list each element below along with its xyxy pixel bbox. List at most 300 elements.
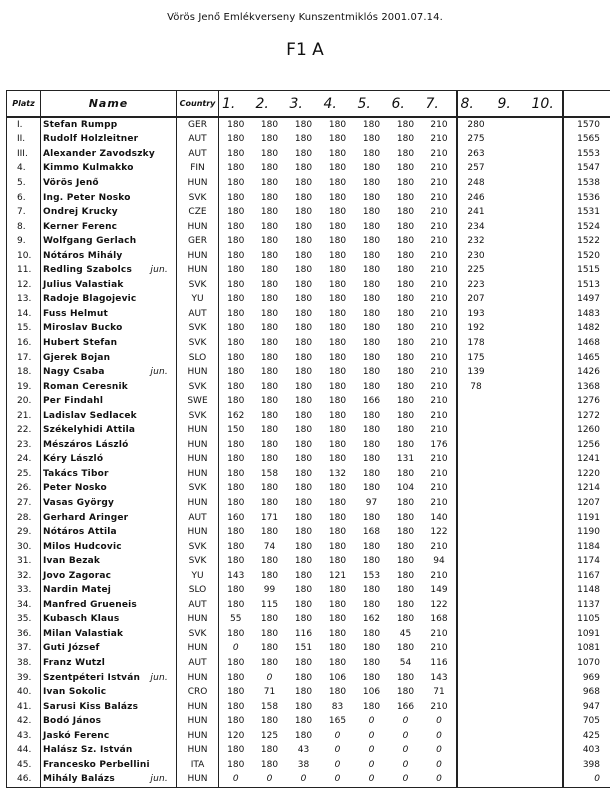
round-8-cell: 246	[467, 192, 485, 203]
round-4-cell: 180	[328, 134, 347, 145]
round-7-cell: 210	[423, 380, 457, 395]
round-10-cell	[529, 627, 563, 642]
name-cell	[41, 380, 177, 395]
place-cell: 26.	[7, 482, 41, 497]
round-3-cell: 180	[294, 367, 313, 378]
round-10-cell	[529, 714, 563, 729]
country-cell: GER	[177, 117, 219, 133]
round-8-cell: 232	[467, 236, 485, 247]
name-cell	[41, 438, 177, 453]
round-5-cell: 180	[362, 236, 381, 247]
country-cell: HUN	[177, 773, 219, 788]
round-4-cell: 180	[328, 265, 347, 276]
round-7-cell: 210	[423, 249, 457, 264]
round-10-cell	[529, 438, 563, 453]
round-8-cell: 193	[467, 308, 485, 319]
round-6-cell: 180	[396, 396, 415, 407]
round-5-cell: 180	[362, 250, 381, 261]
name-cell	[41, 278, 177, 293]
country-cell: HUN	[177, 438, 219, 453]
round-5-cell: 180	[362, 367, 381, 378]
round-8-cell: 241	[467, 207, 485, 218]
round-9-cell	[495, 685, 529, 700]
round-2-cell: 180	[260, 570, 279, 581]
round-3-cell: 180	[294, 294, 313, 305]
round-9-cell	[495, 554, 529, 569]
round-1-cell: 180	[227, 672, 245, 683]
place-cell: 45.	[7, 758, 41, 773]
place-cell: 20.	[7, 394, 41, 409]
round-8-cell	[457, 569, 495, 584]
table-row	[7, 685, 610, 700]
round-7-cell: 210	[423, 700, 457, 715]
round-3-cell: 180	[294, 207, 313, 218]
round-8-cell	[457, 554, 495, 569]
round-10-cell	[529, 540, 563, 555]
round-5-cell: 0	[368, 745, 375, 756]
total-cell: 1426	[563, 365, 610, 380]
round-8-cell	[457, 758, 495, 773]
competitor-name: Halász Sz. István	[43, 745, 133, 756]
round-4-cell: 180	[328, 279, 347, 290]
name-cell	[41, 482, 177, 497]
round-1-cell: 180	[227, 599, 245, 610]
round-2-cell: 180	[260, 745, 279, 756]
header-round-8: 8.	[457, 91, 495, 118]
round-2-cell: 180	[260, 716, 279, 727]
round-6-cell: 180	[396, 497, 415, 508]
round-5-cell: 180	[362, 177, 381, 188]
round-6-cell: 180	[396, 643, 415, 654]
round-9-cell	[495, 205, 529, 220]
round-5-cell: 180	[362, 410, 381, 421]
round-4-cell: 180	[328, 425, 347, 436]
round-4-cell: 132	[328, 468, 347, 479]
round-5-cell: 180	[362, 454, 381, 465]
round-3-cell: 180	[294, 308, 313, 319]
round-6-cell: 180	[396, 323, 415, 334]
round-6-cell: 104	[396, 483, 415, 494]
round-3-cell: 180	[294, 687, 313, 698]
round-7-cell: 210	[423, 322, 457, 337]
round-2-cell: 180	[260, 352, 279, 363]
round-7-cell: 210	[423, 133, 457, 148]
country-cell: SVK	[177, 627, 219, 642]
round-10-cell	[529, 322, 563, 337]
round-2-cell: 158	[260, 701, 279, 712]
table-row	[7, 744, 610, 759]
round-8-cell	[457, 496, 495, 511]
header-round-6: 6.	[389, 91, 423, 118]
total-cell: 1184	[563, 540, 610, 555]
total-cell: 1483	[563, 307, 610, 322]
round-3-cell: 180	[294, 672, 313, 683]
round-5-cell: 180	[362, 221, 381, 232]
round-2-cell: 180	[260, 628, 279, 639]
table-row	[7, 176, 610, 191]
competitor-name: Kubasch Klaus	[43, 614, 120, 625]
round-7-cell: 210	[423, 336, 457, 351]
round-4-cell: 180	[328, 541, 347, 552]
round-1-cell: 120	[227, 730, 245, 741]
round-2-cell: 180	[260, 163, 279, 174]
round-3-cell: 180	[294, 570, 313, 581]
round-2-cell: 125	[260, 730, 279, 741]
results-table	[6, 90, 610, 788]
round-1-cell: 180	[227, 439, 245, 450]
country-cell: HUN	[177, 700, 219, 715]
round-3-cell: 180	[294, 614, 313, 625]
table-row	[7, 642, 610, 657]
round-8-cell	[457, 685, 495, 700]
table-row	[7, 322, 610, 337]
competitor-name: Wolfgang Gerlach	[43, 236, 137, 247]
round-6-cell: 0	[402, 730, 409, 741]
place-cell: II.	[7, 133, 41, 148]
round-5-cell: 180	[362, 294, 381, 305]
total-cell: 1276	[563, 394, 610, 409]
round-3-cell: 180	[294, 483, 313, 494]
round-9-cell	[495, 234, 529, 249]
round-2-cell: 180	[260, 556, 279, 567]
name-cell	[41, 322, 177, 337]
round-9-cell	[495, 351, 529, 366]
round-2-cell: 180	[260, 265, 279, 276]
name-cell	[41, 117, 177, 133]
total-cell: 705	[563, 714, 610, 729]
round-8-cell: 175	[467, 352, 485, 363]
round-1-cell: 180	[227, 250, 245, 261]
round-5-cell: 166	[362, 396, 381, 407]
round-2-cell: 180	[260, 323, 279, 334]
round-5-cell: 180	[362, 265, 381, 276]
round-4-cell: 180	[328, 250, 347, 261]
round-9-cell	[495, 584, 529, 599]
place-cell: 35.	[7, 613, 41, 628]
total-cell: 1520	[563, 249, 610, 264]
header-place: Platz	[7, 91, 41, 118]
round-6-cell: 0	[389, 773, 423, 788]
round-7-cell: 210	[423, 278, 457, 293]
round-2-cell: 180	[260, 527, 279, 538]
round-2-cell: 180	[260, 643, 279, 654]
table-row	[7, 453, 610, 468]
round-5-cell: 180	[362, 483, 381, 494]
country-cell: SVK	[177, 322, 219, 337]
round-4-cell: 180	[328, 367, 347, 378]
round-3-cell: 0	[287, 773, 321, 788]
round-4-cell: 180	[328, 236, 347, 247]
round-9-cell	[495, 656, 529, 671]
round-1-cell: 180	[227, 352, 245, 363]
round-9-cell	[495, 700, 529, 715]
round-9-cell	[495, 336, 529, 351]
table-row	[7, 671, 610, 686]
table-row	[7, 525, 610, 540]
table-row	[7, 234, 610, 249]
round-3-cell: 180	[294, 527, 313, 538]
round-10-cell	[529, 293, 563, 308]
round-10-cell	[529, 394, 563, 409]
round-6-cell: 180	[396, 570, 415, 581]
round-7-cell: 210	[423, 569, 457, 584]
round-6-cell: 180	[396, 236, 415, 247]
country-cell: SVK	[177, 554, 219, 569]
total-cell: 1565	[563, 133, 610, 148]
round-3-cell: 180	[294, 658, 313, 668]
round-9-cell	[495, 249, 529, 264]
name-cell	[41, 423, 177, 438]
competitor-name: Peter Nosko	[43, 483, 107, 494]
total-cell: 1167	[563, 569, 610, 584]
round-10-cell	[529, 511, 563, 526]
competitor-name: Hubert Stefan	[43, 337, 118, 348]
country-cell: ITA	[177, 758, 219, 773]
round-8-cell: 234	[467, 221, 485, 232]
table-row	[7, 380, 610, 395]
round-5-cell: 180	[362, 119, 381, 130]
table-row	[7, 147, 610, 162]
round-7-cell: 210	[423, 423, 457, 438]
round-7-cell: 210	[423, 467, 457, 482]
table-row	[7, 700, 610, 715]
round-7-cell: 0	[423, 758, 457, 773]
round-9-cell	[495, 263, 529, 278]
total-cell: 398	[563, 758, 610, 773]
round-8-cell: 78	[470, 381, 482, 392]
table-row	[7, 162, 610, 177]
country-cell: HUN	[177, 249, 219, 264]
name-cell	[41, 685, 177, 700]
round-7-cell: 122	[423, 598, 457, 613]
round-1-cell: 180	[227, 148, 245, 159]
name-cell	[41, 147, 177, 162]
round-4-cell: 180	[328, 396, 347, 407]
total-cell: 1081	[563, 642, 610, 657]
round-3-cell: 180	[294, 585, 313, 596]
round-9-cell	[495, 671, 529, 686]
round-10-cell	[529, 234, 563, 249]
round-5-cell: 180	[362, 643, 381, 654]
round-5-cell: 180	[362, 279, 381, 290]
round-2-cell: 0	[253, 773, 287, 788]
round-6-cell: 180	[396, 279, 415, 290]
table-row	[7, 423, 610, 438]
round-7-cell: 210	[423, 642, 457, 657]
round-8-cell	[457, 423, 495, 438]
round-4-cell: 121	[328, 570, 347, 581]
name-cell	[41, 467, 177, 482]
round-6-cell: 0	[402, 759, 409, 770]
place-cell: 29.	[7, 525, 41, 540]
round-8-cell	[457, 438, 495, 453]
round-2-cell: 180	[260, 439, 279, 450]
country-cell: SVK	[177, 482, 219, 497]
round-3-cell: 116	[294, 628, 313, 639]
round-9-cell	[495, 525, 529, 540]
round-8-cell	[457, 584, 495, 599]
round-1-cell: 180	[227, 483, 245, 494]
round-3-cell: 180	[294, 177, 313, 188]
country-cell: HUN	[177, 263, 219, 278]
round-10-cell	[529, 162, 563, 177]
place-cell: 36.	[7, 627, 41, 642]
round-1-cell: 162	[227, 410, 245, 421]
country-cell: AUT	[177, 598, 219, 613]
table-row	[7, 773, 610, 788]
round-10-cell	[529, 496, 563, 511]
country-cell: AUT	[177, 511, 219, 526]
competitor-name: Jovo Zagorac	[43, 570, 112, 581]
competitor-name: Sarusi Kiss Balázs	[43, 701, 139, 712]
round-2-cell: 180	[260, 483, 279, 494]
round-5-cell: 180	[362, 425, 381, 436]
round-7-cell: 210	[423, 147, 457, 162]
round-7-cell: 122	[423, 525, 457, 540]
round-6-cell: 180	[396, 337, 415, 348]
round-9-cell	[495, 176, 529, 191]
country-cell: HUN	[177, 496, 219, 511]
country-cell: HUN	[177, 365, 219, 380]
table-row	[7, 409, 610, 424]
table-row	[7, 249, 610, 264]
round-8-cell	[457, 453, 495, 468]
round-1-cell: 180	[227, 367, 245, 378]
round-9-cell	[495, 773, 529, 788]
round-10-cell	[529, 685, 563, 700]
round-8-cell	[457, 656, 495, 671]
round-1-cell: 180	[227, 134, 245, 145]
round-10-cell	[529, 642, 563, 657]
table-row	[7, 220, 610, 235]
round-7-cell: 143	[423, 671, 457, 686]
round-4-cell: 0	[334, 759, 341, 770]
place-cell: 17.	[7, 351, 41, 366]
name-cell	[41, 293, 177, 308]
round-10-cell	[529, 278, 563, 293]
round-6-cell: 180	[396, 381, 415, 392]
round-2-cell: 180	[260, 294, 279, 305]
place-cell: 14.	[7, 307, 41, 322]
round-10-cell	[529, 613, 563, 628]
round-1-cell: 143	[227, 570, 245, 581]
round-1-cell: 180	[227, 119, 245, 130]
total-cell: 403	[563, 744, 610, 759]
round-4-cell: 180	[328, 308, 347, 319]
place-cell: 4.	[7, 162, 41, 177]
country-cell: SWE	[177, 394, 219, 409]
round-10-cell	[529, 758, 563, 773]
name-cell	[41, 133, 177, 148]
round-10-cell	[529, 700, 563, 715]
country-cell: AUT	[177, 133, 219, 148]
document-subtitle: Vörös Jenő Emlékverseny Kunszentmiklós 2001.07.14.	[167, 12, 443, 23]
round-9-cell	[495, 191, 529, 206]
round-9-cell	[495, 482, 529, 497]
round-2-cell: 180	[260, 177, 279, 188]
round-1-cell: 180	[227, 658, 245, 668]
round-10-cell	[529, 117, 563, 133]
header-name: Name	[41, 91, 177, 118]
round-3-cell: 180	[294, 439, 313, 450]
name-cell	[41, 525, 177, 540]
table-row	[7, 307, 610, 322]
round-3-cell: 180	[294, 236, 313, 247]
round-3-cell: 180	[294, 410, 313, 421]
competitor-name: Guti József	[43, 643, 100, 654]
round-7-cell: 210	[423, 176, 457, 191]
competitor-name: Bodó János	[43, 716, 102, 727]
round-2-cell: 180	[260, 192, 279, 203]
table-row	[7, 584, 610, 599]
round-4-cell: 180	[328, 207, 347, 218]
round-8-cell	[457, 598, 495, 613]
round-6-cell: 180	[396, 512, 415, 523]
round-6-cell: 180	[396, 541, 415, 552]
competitor-name: Milan Valastiak	[43, 628, 124, 639]
round-1-cell: 180	[227, 207, 245, 218]
round-2-cell: 180	[260, 148, 279, 159]
round-1-cell: 180	[227, 745, 245, 756]
round-2-cell: 71	[263, 687, 276, 698]
round-4-cell: 0	[334, 745, 341, 756]
place-cell: 12.	[7, 278, 41, 293]
round-9-cell	[495, 322, 529, 337]
name-cell	[41, 205, 177, 220]
header-round-3: 3.	[287, 91, 321, 118]
round-7-cell: 210	[423, 351, 457, 366]
round-1-cell: 180	[227, 628, 245, 639]
round-4-cell: 165	[328, 716, 347, 727]
round-5-cell: 0	[368, 730, 375, 741]
round-9-cell	[495, 220, 529, 235]
competitor-name: Milos Hudcovic	[43, 541, 122, 552]
round-4-cell: 180	[328, 512, 347, 523]
country-cell: AUT	[177, 307, 219, 322]
round-8-cell: 275	[467, 134, 485, 145]
round-4-cell: 180	[328, 177, 347, 188]
round-10-cell	[529, 220, 563, 235]
place-cell: III.	[7, 147, 41, 162]
round-3-cell: 180	[294, 337, 313, 348]
round-2-cell: 180	[260, 119, 279, 130]
competitor-name: Kéry László	[43, 454, 104, 465]
round-5-cell: 168	[362, 527, 381, 538]
total-cell: 1513	[563, 278, 610, 293]
total-cell: 1241	[563, 453, 610, 468]
name-cell	[41, 176, 177, 191]
round-8-cell	[457, 511, 495, 526]
name-cell	[41, 729, 177, 744]
table-row	[7, 758, 610, 773]
place-cell: 8.	[7, 220, 41, 235]
round-8-cell: 263	[467, 148, 485, 159]
place-cell: 15.	[7, 322, 41, 337]
competitor-name: Mihály Balázs	[43, 774, 115, 785]
name-cell	[41, 496, 177, 511]
country-cell: SVK	[177, 278, 219, 293]
competitor-name: Kerner Ferenc	[43, 221, 118, 232]
round-5-cell: 153	[362, 570, 381, 581]
round-7-cell: 210	[423, 307, 457, 322]
name-cell	[41, 511, 177, 526]
place-cell: 5.	[7, 176, 41, 191]
round-4-cell: 180	[328, 527, 347, 538]
round-4-cell: 180	[328, 628, 347, 639]
country-cell: SVK	[177, 336, 219, 351]
round-3-cell: 180	[294, 425, 313, 436]
total-cell: 1272	[563, 409, 610, 424]
